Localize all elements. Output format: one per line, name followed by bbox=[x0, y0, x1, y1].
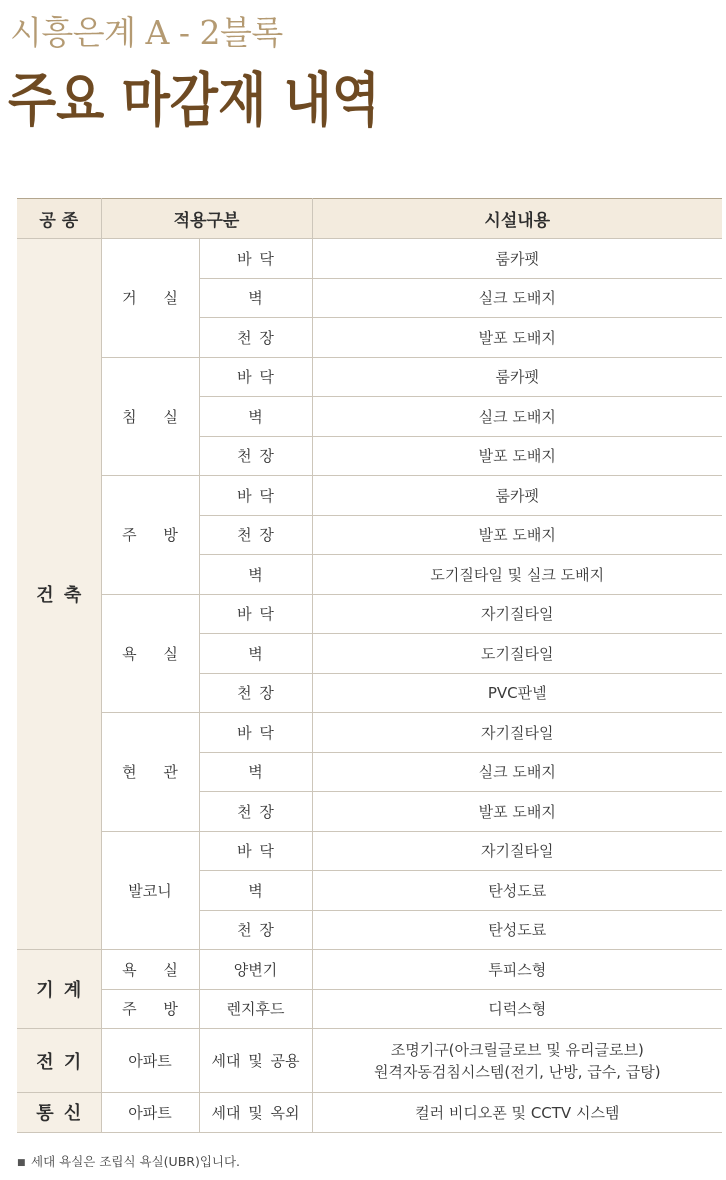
spec-cell: 자기질타일 bbox=[312, 594, 722, 634]
part-cell: 벽 bbox=[199, 397, 312, 437]
column-header-category: 공 종 bbox=[17, 199, 101, 239]
page-title: 주요 마감재 내역 bbox=[8, 66, 381, 134]
table-row bbox=[17, 1093, 722, 1133]
part-cell: 천 장 bbox=[199, 910, 312, 950]
category-cell: 기 계 bbox=[17, 950, 101, 1029]
table-row bbox=[17, 831, 722, 871]
spec-cell: 자기질타일 bbox=[312, 831, 722, 871]
part-cell: 렌지후드 bbox=[199, 989, 312, 1029]
part-cell: 천 장 bbox=[199, 792, 312, 832]
spec-cell: 컬러 비디오폰 및 CCTV 시스템 bbox=[312, 1093, 722, 1133]
part-cell: 천 장 bbox=[199, 515, 312, 555]
category-cell: 건 축 bbox=[17, 239, 101, 950]
table-row bbox=[17, 1029, 722, 1093]
part-cell: 양변기 bbox=[199, 950, 312, 990]
spec-line: 원격자동검침시스템(전기, 난방, 급수, 급탕) bbox=[373, 1062, 661, 1081]
area-cell: 현 관 bbox=[101, 713, 199, 832]
spec-cell: 발포 도배지 bbox=[312, 792, 722, 832]
column-header-area: 적용구분 bbox=[101, 199, 312, 239]
spec-cell bbox=[312, 1029, 722, 1093]
table-header-row bbox=[17, 199, 722, 239]
finish-materials-table bbox=[17, 198, 722, 1133]
spec-cell: 탄성도료 bbox=[312, 910, 722, 950]
part-cell: 바 닥 bbox=[199, 594, 312, 634]
spec-cell: 디럭스형 bbox=[312, 989, 722, 1029]
part-cell: 천 장 bbox=[199, 436, 312, 476]
column-header-detail: 시설내용 bbox=[312, 199, 722, 239]
spec-line: 조명기구(아크릴글로브 및 유리글로브) bbox=[390, 1040, 644, 1059]
project-subtitle: 시흥은계 A - 2블록 bbox=[10, 13, 283, 52]
area-cell: 욕 실 bbox=[101, 950, 199, 990]
part-cell: 바 닥 bbox=[199, 357, 312, 397]
table-row bbox=[17, 476, 722, 516]
part-cell: 벽 bbox=[199, 555, 312, 595]
part-cell: 천 장 bbox=[199, 673, 312, 713]
spec-cell: 실크 도배지 bbox=[312, 397, 722, 437]
part-cell: 벽 bbox=[199, 278, 312, 318]
spec-cell: 룸카펫 bbox=[312, 239, 722, 279]
part-cell: 바 닥 bbox=[199, 239, 312, 279]
area-cell: 아파트 bbox=[101, 1093, 199, 1133]
category-cell: 통 신 bbox=[17, 1093, 101, 1133]
part-cell: 벽 bbox=[199, 752, 312, 792]
spec-cell: 발포 도배지 bbox=[312, 436, 722, 476]
part-cell: 바 닥 bbox=[199, 476, 312, 516]
part-cell: 바 닥 bbox=[199, 713, 312, 753]
part-cell: 바 닥 bbox=[199, 831, 312, 871]
area-cell: 아파트 bbox=[101, 1029, 199, 1093]
spec-cell: 자기질타일 bbox=[312, 713, 722, 753]
table-row bbox=[17, 239, 722, 279]
area-cell: 욕 실 bbox=[101, 594, 199, 713]
table-row bbox=[17, 357, 722, 397]
spec-cell: 룸카펫 bbox=[312, 357, 722, 397]
area-cell: 거 실 bbox=[101, 239, 199, 358]
spec-cell: 발포 도배지 bbox=[312, 515, 722, 555]
spec-cell: 실크 도배지 bbox=[312, 752, 722, 792]
square-bullet-icon: ■ bbox=[17, 1158, 26, 1168]
area-cell: 발코니 bbox=[101, 831, 199, 950]
part-cell: 벽 bbox=[199, 871, 312, 911]
footnote bbox=[17, 1153, 240, 1172]
table-row bbox=[17, 713, 722, 753]
area-cell: 주 방 bbox=[101, 989, 199, 1029]
table-row bbox=[17, 989, 722, 1029]
part-cell: 세대 및 옥외 bbox=[199, 1093, 312, 1133]
part-cell: 세대 및 공용 bbox=[199, 1029, 312, 1093]
area-cell: 주 방 bbox=[101, 476, 199, 595]
part-cell: 벽 bbox=[199, 634, 312, 674]
spec-cell: 도기질타일 bbox=[312, 634, 722, 674]
spec-cell: 도기질타일 및 실크 도배지 bbox=[312, 555, 722, 595]
footnote-text: 세대 욕실은 조립식 욕실(UBR)입니다. bbox=[31, 1154, 241, 1169]
table-row bbox=[17, 594, 722, 634]
part-cell: 천 장 bbox=[199, 318, 312, 358]
spec-cell: 발포 도배지 bbox=[312, 318, 722, 358]
spec-cell: 투피스형 bbox=[312, 950, 722, 990]
category-cell: 전 기 bbox=[17, 1029, 101, 1093]
spec-cell: 탄성도료 bbox=[312, 871, 722, 911]
table-row bbox=[17, 950, 722, 990]
spec-cell: PVC판넬 bbox=[312, 673, 722, 713]
area-cell: 침 실 bbox=[101, 357, 199, 476]
spec-cell: 실크 도배지 bbox=[312, 278, 722, 318]
spec-cell: 룸카펫 bbox=[312, 476, 722, 516]
